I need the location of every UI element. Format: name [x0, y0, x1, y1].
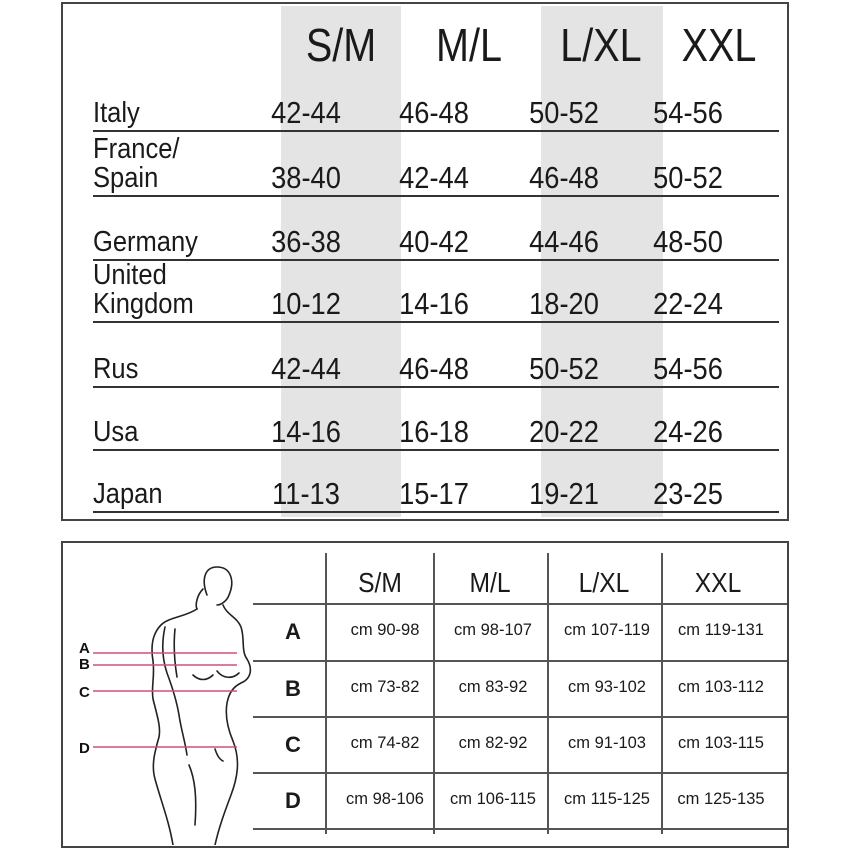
conversion-row	[93, 197, 779, 261]
measure-header-ml: M/L	[469, 567, 511, 598]
measure-value: cm 107-119	[564, 621, 650, 639]
size-header-xxl: XXL	[681, 19, 757, 71]
conversion-value: 14-16	[399, 286, 469, 321]
country-label: France/ Spain	[93, 133, 180, 194]
measure-value: cm 83-92	[458, 678, 528, 696]
country-label: Germany	[93, 226, 198, 258]
measure-value: cm 125-135	[677, 790, 765, 808]
conversion-value: 50-52	[529, 351, 599, 386]
conversion-value: 42-44	[399, 160, 469, 195]
conversion-value: 20-22	[529, 414, 599, 449]
conversion-value: 16-18	[399, 414, 469, 449]
country-label: United Kingdom	[93, 259, 194, 320]
conversion-value: 42-44	[271, 95, 341, 130]
measure-row-label: B	[285, 676, 301, 701]
conversion-value: 19-21	[529, 476, 599, 511]
country-label: Usa	[93, 416, 139, 448]
measure-header-lxl: L/XL	[578, 567, 630, 598]
measurement-grid	[253, 543, 787, 846]
body-measurement-table	[61, 541, 789, 848]
measure-value: cm 103-115	[678, 734, 764, 752]
conversion-row	[93, 387, 779, 451]
measure-row-label: C	[285, 732, 301, 757]
measure-value: cm 93-102	[568, 678, 646, 696]
size-header-ml: M/L	[436, 19, 502, 71]
measure-value: cm 91-103	[568, 734, 646, 752]
measure-value: cm 73-82	[350, 678, 420, 696]
measure-value: cm 98-107	[454, 621, 532, 639]
figure-label-b: B	[79, 656, 90, 673]
conversion-value: 50-52	[653, 160, 723, 195]
conversion-row	[93, 449, 779, 513]
measure-row-label: A	[285, 619, 301, 644]
conversion-value: 15-17	[399, 476, 469, 511]
conversion-value: 24-26	[653, 414, 723, 449]
measure-value: cm 98-106	[346, 790, 424, 808]
figure-label-a: A	[79, 640, 90, 657]
grid-row-line	[253, 660, 787, 662]
conversion-value: 54-56	[653, 95, 723, 130]
measure-value: cm 106-115	[450, 790, 536, 808]
measure-value: cm 103-112	[678, 678, 764, 696]
measure-row-label: D	[285, 788, 301, 813]
conversion-value: 46-48	[399, 351, 469, 386]
conversion-value: 22-24	[653, 286, 723, 321]
measure-value: cm 90-98	[350, 621, 420, 639]
conversion-value: 14-16	[271, 414, 341, 449]
measure-value: cm 115-125	[564, 790, 650, 808]
grid-row-line	[253, 716, 787, 718]
conversion-row	[93, 58, 779, 132]
grid-row-line	[253, 772, 787, 774]
conversion-value: 46-48	[529, 160, 599, 195]
grid-row-line	[253, 828, 787, 830]
conversion-value: 23-25	[653, 476, 723, 511]
conversion-value: 44-46	[529, 224, 599, 259]
measure-header-sm: S/M	[358, 567, 402, 598]
conversion-value: 18-20	[529, 286, 599, 321]
conversion-value: 42-44	[271, 351, 341, 386]
conversion-value: 38-40	[271, 160, 341, 195]
conversion-value: 11-13	[272, 476, 340, 511]
grid-row-line	[253, 603, 787, 605]
figure-label-d: D	[79, 740, 90, 757]
measure-value: cm 82-92	[458, 734, 528, 752]
grid-divider	[325, 553, 327, 834]
country-label: Rus	[93, 353, 139, 385]
figure-label-c: C	[79, 684, 90, 701]
conversion-row	[93, 324, 779, 388]
conversion-row	[93, 133, 779, 197]
size-header-lxl: L/XL	[560, 19, 642, 71]
measure-value: cm 119-131	[678, 621, 764, 639]
conversion-value: 50-52	[529, 95, 599, 130]
conversion-value: 46-48	[399, 95, 469, 130]
conversion-row	[93, 259, 779, 323]
size-conversion-table	[61, 2, 789, 521]
conversion-value: 36-38	[271, 224, 341, 259]
country-label: Japan	[93, 478, 163, 510]
measure-value: cm 74-82	[350, 734, 420, 752]
measure-header-xxl: XXL	[694, 567, 742, 598]
country-label: Italy	[93, 97, 140, 129]
conversion-value: 40-42	[399, 224, 469, 259]
body-silhouette-figure	[77, 565, 267, 845]
conversion-value: 48-50	[653, 224, 723, 259]
conversion-value: 54-56	[653, 351, 723, 386]
conversion-value: 10-12	[271, 286, 341, 321]
size-header-sm: S/M	[305, 19, 377, 71]
